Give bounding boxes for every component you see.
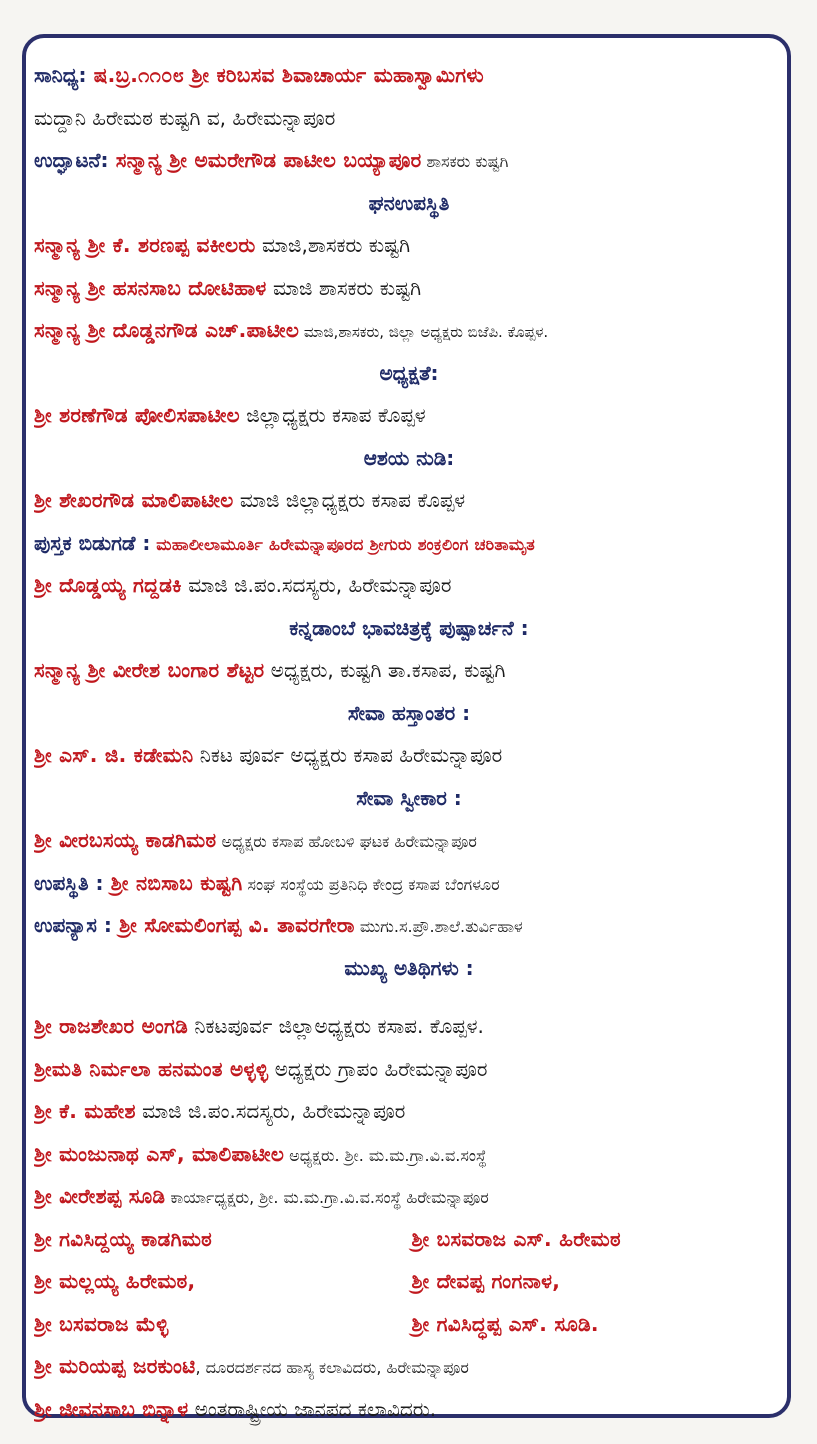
heading-keynote: ಆಶಯ ನುಡಿ: xyxy=(363,445,455,470)
line-presence-2: ಸನ್ಮಾನ್ಯ ಶ್ರೀ ಹಸನಸಾಬ ದೋಟಿಹಾಳ ಮಾಜಿ ಶಾಸಕರು ಕುಷ್ಟಗಿ xyxy=(34,275,422,300)
heading-handover: ಸೇವಾ ಹಸ್ತಾಂತರ : xyxy=(347,700,471,725)
line-president: ಶ್ರೀ ಶರಣೆಗೌಡ ಪೋಲಿಸಪಾಟೀಲ ಜಿಲ್ಲಾಧ್ಯಕ್ಷರು ಕಸಾಪ ಕೊಪ್ಪಳ xyxy=(34,403,426,427)
line-blessing: ಸಾನಿಧ್ಯ: ಷ.ಬ್ರ.೧೧೦೮ ಶ್ರೀ ಕರಿಬಸವ ಶಿವಾಚಾರ್ಯ ಮಹಾಸ್ವಾಮಿಗಳು xyxy=(34,63,484,87)
line-guest-5: ಶ್ರೀ ವೀರೇಶಪ್ಪ ಸೂಡಿ ಕಾರ್ಯಾಧ್ಯಕ್ಷರು, ಶ್ರೀ. ಮ.ಮ.ಗ್ರಾ.ವಿ.ವ.ಸಂಸ್ಥೆ ಹಿರೇಮನ್ನಾಪೂರ xyxy=(34,1184,489,1208)
line-book-release-by: ಶ್ರೀ ದೊಡ್ಡಯ್ಯ ಗದ್ದಡಕಿ ಮಾಜಿ ಜಿ.ಪಂ.ಸದಸ್ಯರು, ಹಿರೇಮನ್ನಾಪೂರ xyxy=(34,573,452,597)
line-guest-3: ಶ್ರೀ ಕೆ. ಮಹೇಶ ಮಾಜಿ ಜಿ.ಪಂ.ಸದಸ್ಯರು, ಹಿರೇಮನ್ನಾಪೂರ xyxy=(34,1099,406,1123)
line-guest-1: ಶ್ರೀ ರಾಜಶೇಖರ ಅಂಗಡಿ ನಿಕಟಪೂರ್ವ ಜಿಲ್ಲಾಅಧ್ಯಕ್ಷರು ಕಸಾಪ. ಕೊಪ್ಪಳ. xyxy=(34,1014,484,1038)
guest-row-2: ಶ್ರೀ ಮಲ್ಲಯ್ಯ ಹಿರೇಮಠ, ಶ್ರೀ ದೇವಪ್ಪ ಗಂಗನಾಳ, xyxy=(34,1269,561,1293)
line-guest-4: ಶ್ರೀ ಮಂಜುನಾಥ ಎಸ್, ಮಾಲಿಪಾಟೀಲ ಅಧ್ಯಕ್ಷರು. ಶ್ರೀ. ಮ.ಮ.ಗ್ರಾ.ವಿ.ವ.ಸಂಸ್ಥೆ xyxy=(34,1141,487,1166)
heading-floral-tribute: ಕನ್ನಡಾಂಬೆ ಭಾವಚಿತ್ರಕ್ಕೆ ಪುಷ್ಪಾರ್ಚನೆ : xyxy=(289,615,529,640)
line-book-release: ಪುಸ್ತಕ ಬಿಡುಗಡೆ : ಮಹಾಲೀಲಾಮೂರ್ತಿ ಹಿರೇಮನ್ನಾಪೂರದ ಶ್ರೀಗುರು ಶಂಕ್ರಲಿಂಗ ಚರಿತಾಮೃತ xyxy=(34,530,536,555)
line-inauguration: ಉದ್ಘಾಟನೆ: ಸನ್ಮಾನ್ಯ ಶ್ರೀ ಅಮರೇಗೌಡ ಪಾಟೀಲ ಬಯ್ಯಾಪೂರ ಶಾಸಕರು ಕುಷ್ಟಗಿ xyxy=(34,148,509,172)
line-guest-artist-2: ಶ್ರೀ ಜೀವನಸಾಬ ಬಿನ್ನಾಳ ಅಂತರಾಷ್ಟ್ರೀಯ ಜಾನಪದ ಕಲಾವಿದರು. xyxy=(34,1396,437,1421)
line-handover: ಶ್ರೀ ಎಸ್. ಜಿ. ಕಡೇಮನಿ ನಿಕಟ ಪೂರ್ವ ಅಧ್ಯಕ್ಷರು ಕಸಾಪ ಹಿರೇಮನ್ನಾಪೂರ xyxy=(34,743,503,767)
line-keynote: ಶ್ರೀ ಶೇಖರಗೌಡ ಮಾಲಿಪಾಟೀಲ ಮಾಜಿ ಜಿಲ್ಲಾಧ್ಯಕ್ಷರು ಕಸಾಪ ಕೊಪ್ಪಳ xyxy=(34,488,466,512)
line-lecture: ಉಪನ್ಯಾಸ : ಶ್ರೀ ಸೋಮಲಿಂಗಪ್ಪ ವಿ. ತಾವರಗೇರಾ ಮುಗು.ಸ.ಪ್ರೌ.ಶಾಲೆ.ತುರ್ವಿಹಾಳ xyxy=(34,913,523,937)
guest-row-3: ಶ್ರೀ ಬಸವರಾಜ ಮೆಳ್ಳಿ ಶ್ರೀ ಗವಿಸಿದ್ಧಪ್ಪ ಎಸ್. ಸೂಡಿ. xyxy=(34,1311,599,1336)
heading-presence: ಘನಉಪಸ್ಥಿತಿ xyxy=(368,190,450,215)
heading-acceptance: ಸೇವಾ ಸ್ವೀಕಾರ : xyxy=(356,785,462,810)
heading-chief-guests: ಮುಖ್ಯ ಅತಿಥಿಗಳು : xyxy=(344,955,474,980)
heading-presidency: ಅಧ್ಯಕ್ಷತೆ: xyxy=(379,360,439,385)
line-floral-tribute: ಸನ್ಮಾನ್ಯ ಶ್ರೀ ವೀರೇಶ ಬಂಗಾರ ಶೆಟ್ಟರ ಅಧ್ಯಕ್ಷರು, ಕುಷ್ಟಗಿ ತಾ.ಕಸಾಪ, ಕುಷ್ಟಗಿ xyxy=(34,658,506,682)
line-blessing-place: ಮದ್ದಾನಿ ಹಿರೇಮಠ ಕುಷ್ಟಗಿ ವ, ಹಿರೇಮನ್ನಾಪೂರ xyxy=(34,105,336,130)
line-attendance: ಉಪಸ್ಥಿತಿ : ಶ್ರೀ ನಬಿಸಾಬ ಕುಷ್ಟಗಿ ಸಂಘ ಸಂಸ್ಥೆಯ ಪ್ರತಿನಿಧಿ ಕೇಂದ್ರ ಕಸಾಪ ಬೆಂಗಳೂರ xyxy=(34,870,500,895)
line-guest-2: ಶ್ರೀಮತಿ ನಿರ್ಮಲಾ ಹನಮಂತ ಅಳ್ಳಳ್ಳಿ ಅಧ್ಯಕ್ಷರು ಗ್ರಾಪಂ ಹಿರೇಮನ್ನಾಪೂರ xyxy=(34,1056,488,1081)
line-presence-1: ಸನ್ಮಾನ್ಯ ಶ್ರೀ ಕೆ. ಶರಣಪ್ಪ ವಕೀಲರು ಮಾಜಿ,ಶಾಸಕರು ಕುಷ್ಟಗಿ xyxy=(34,233,411,257)
guest-row-1: ಶ್ರೀ ಗವಿಸಿದ್ದಯ್ಯ ಕಾಡಗಿಮಠ ಶ್ರೀ ಬಸವರಾಜ ಎಸ್. ಹಿರೇಮಠ xyxy=(34,1226,621,1251)
line-presence-3: ಸನ್ಮಾನ್ಯ ಶ್ರೀ ದೊಡ್ಡನಗೌಡ ಎಚ್.ಪಾಟೀಲ ಮಾಜಿ,ಶಾಸಕರು, ಜಿಲ್ಲಾ ಅಧ್ಯಕ್ಷರು ಬಿಜೆಪಿ. ಕೊಪ್ಪಳ. xyxy=(34,318,549,342)
program-details xyxy=(34,54,784,1430)
line-guest-artist-1: ಶ್ರೀ ಮರಿಯಪ್ಪ ಜರಕುಂಟಿ, ದೂರದರ್ಶನದ ಹಾಸ್ಯ ಕಲಾವಿದರು, ಹಿರೇಮನ್ನಾಪೂರ xyxy=(34,1354,469,1378)
line-acceptance: ಶ್ರೀ ವೀರಬಸಯ್ಯ ಕಾಡಗಿಮಠ ಅಧ್ಯಕ್ಷರು ಕಸಾಪ ಹೋಬಳಿ ಘಟಕ ಹಿರೇಮನ್ನಾಪೂರ xyxy=(34,828,477,852)
